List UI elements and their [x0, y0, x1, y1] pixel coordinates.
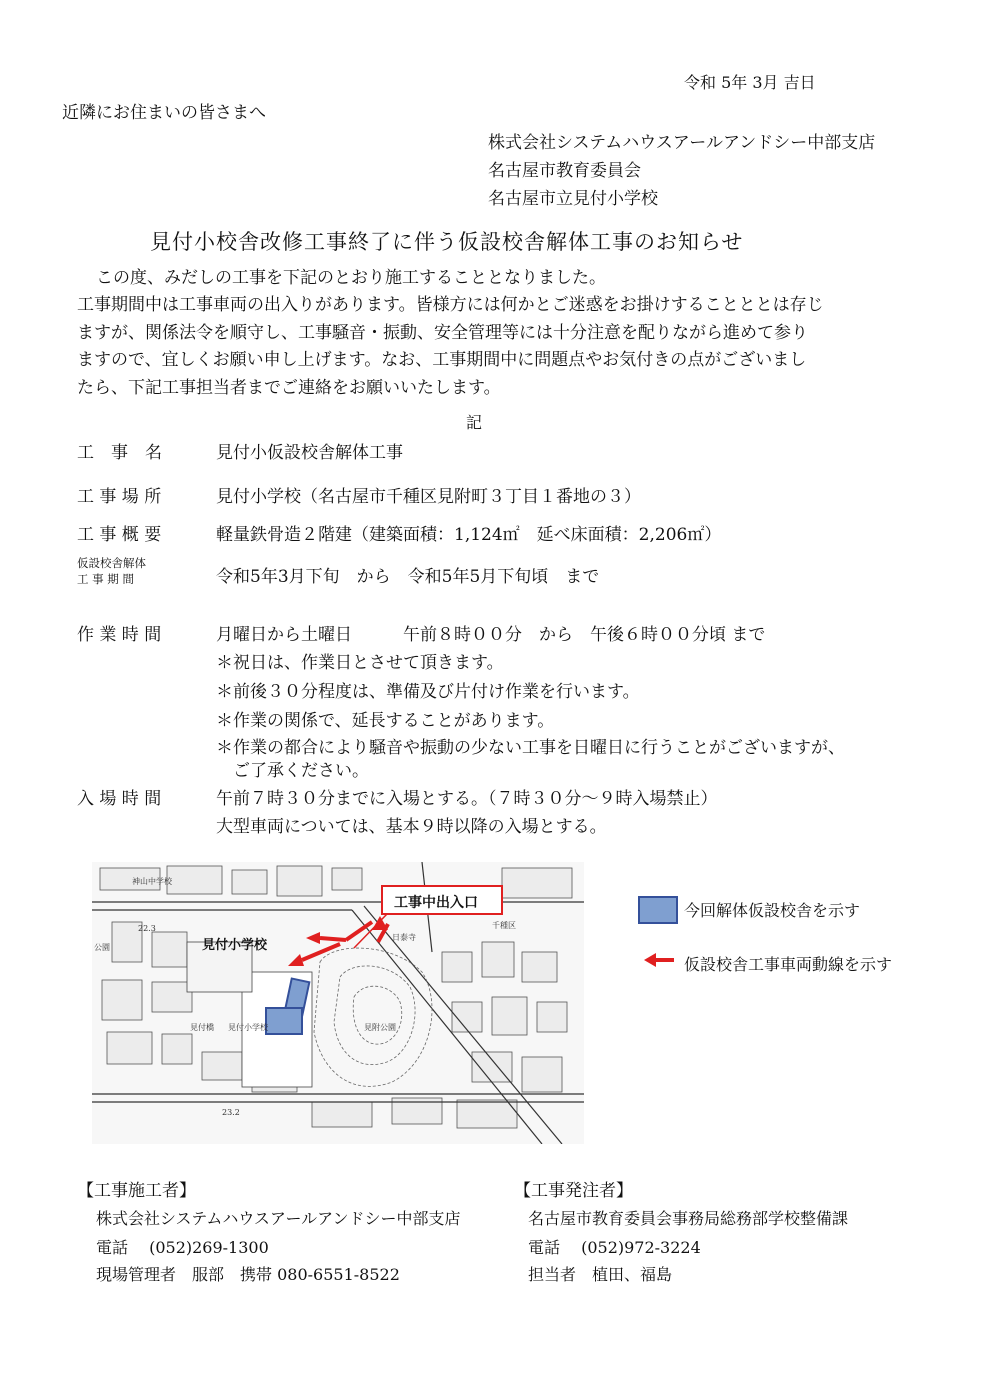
client-company: 名古屋市教育委員会事務局総務部学校整備課: [528, 1209, 849, 1228]
period-value: 令和5年3月下旬 から 令和5年5月下旬頃 まで: [216, 567, 600, 587]
entrance-label: 工事中出入口: [394, 895, 478, 911]
sender-board: 名古屋市教育委員会: [488, 161, 641, 181]
name-value: 見付小仮設校舎解体工事: [216, 443, 403, 463]
contractor-phone: 電話 (052)269-1300: [96, 1238, 269, 1257]
map-text-8: 千種区: [492, 921, 516, 930]
legend-building-text: 今回解体仮設校舎を示す: [684, 901, 861, 920]
intro-line-4: ますので、宜しくお願い申し上げます。なお、工事期間中に問題点やお気付きの点がございまし: [77, 350, 807, 370]
map-text-2: 公園: [94, 943, 110, 952]
entry-label: 入 場 時 間: [77, 789, 162, 809]
place-label: 工 事 場 所: [77, 487, 162, 507]
contractor-manager: 現場管理者 服部 携帯 080-6551-8522: [96, 1265, 400, 1284]
legend-route-arrow-icon: [644, 950, 676, 970]
map-text-4: 見付橋: [190, 1023, 214, 1032]
hours-note-1: ＊祝日は、作業日とさせて頂きます。: [216, 653, 504, 673]
map-text-7: 日泰寺: [392, 933, 416, 942]
summary-value: 軽量鉄骨造２階建（建築面積：1,124㎡ 延べ床面積：2,206㎡）: [216, 525, 722, 545]
hours-note-2: ＊前後３０分程度は、準備及び片付け作業を行います。: [216, 682, 640, 702]
period-label-2: 工 事 期 間: [77, 572, 134, 586]
map-text-5: 見付小学校: [228, 1023, 268, 1032]
client-person: 担当者 植田、福島: [528, 1265, 673, 1284]
hours-label: 作 業 時 間: [77, 625, 162, 645]
contractor-company: 株式会社システムハウスアールアンドシー中部支店: [96, 1209, 461, 1228]
legend-building-swatch: [638, 896, 678, 924]
map-text-6: 見附公園: [364, 1023, 396, 1032]
name-label: 工 事 名: [77, 443, 162, 463]
page-title: 見付小校舎改修工事終了に伴う仮設校舎解体工事のお知らせ: [150, 230, 744, 254]
addressee: 近隣にお住まいの皆さまへ: [62, 103, 266, 123]
ki-mark: 記: [466, 413, 483, 432]
entry-value-2: 大型車両については、基本９時以降の入場とする。: [216, 817, 607, 837]
intro-line-5: たら、下記工事担当者までご連絡をお願いいたします。: [77, 378, 501, 398]
summary-label: 工 事 概 要: [77, 525, 162, 545]
hours-note-5: ご了承ください。: [216, 761, 369, 781]
client-phone: 電話 (052)972-3224: [528, 1238, 701, 1257]
site-map: [92, 862, 584, 1144]
contractor-heading: 【工事施工者】: [77, 1181, 196, 1201]
sender-company: 株式会社システムハウスアールアンドシー中部支店: [488, 133, 876, 153]
period-label-1: 仮設校舎解体: [77, 556, 146, 570]
place-value: 見付小学校（名古屋市千種区見附町３丁目１番地の３）: [216, 487, 641, 507]
entry-value-1: 午前７時３０分までに入場とする。（７時３０分～９時入場禁止）: [216, 789, 718, 809]
sender-school: 名古屋市立見付小学校: [488, 189, 658, 209]
map-text-9: 23.2: [222, 1108, 240, 1117]
client-heading: 【工事発注者】: [514, 1181, 633, 1201]
legend-route-text: 仮設校舎工事車両動線を示す: [684, 955, 893, 974]
hours-note-3: ＊作業の関係で、延長することがあります。: [216, 711, 555, 731]
map-text-1: 神山中学校: [132, 877, 172, 886]
map-text-3: 22.3: [138, 924, 156, 933]
hours-value: 月曜日から土曜日 午前８時００分 から 午後６時００分頃 まで: [216, 625, 766, 645]
school-label: 見付小学校: [202, 938, 268, 953]
intro-line-1: この度、みだしの工事を下記のとおり施工することとなりました。: [96, 268, 606, 288]
hours-note-4: ＊作業の都合により騒音や振動の少ない工事を日曜日に行うことがございますが、: [216, 738, 845, 758]
intro-line-2: 工事期間中は工事車両の出入りがあります。皆様方には何かとご迷惑をお掛けすることととは存じ: [77, 295, 824, 315]
site-map-drawing: [92, 862, 584, 1144]
date: 令和 5年 3月 吉日: [684, 73, 816, 92]
intro-line-3: ますが、関係法令を順守し、工事騒音・振動、安全管理等には十分注意を配りながら進めて参り: [77, 323, 808, 343]
